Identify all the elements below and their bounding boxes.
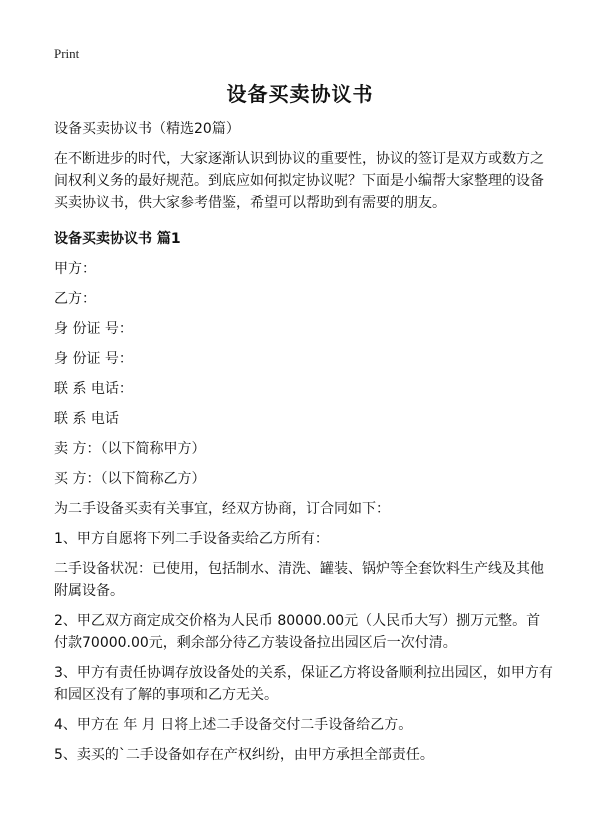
equipment-status: 二手设备状况：已使用，包括制水、清洗、罐装、锅炉等全套饮料生产线及其他附属设备。	[54, 561, 544, 599]
intro-paragraph: 在不断进步的时代，大家逐渐认识到协议的重要性，协议的签订是双方或数方之间权利义务的最好规范。到底应如何拟定协议呢？下面是小编帮大家整理的设备买卖协议书，供大家参考借鉴，希望可以帮助到有需要的朋友。	[54, 151, 544, 211]
party-a-line: 甲方：	[54, 261, 96, 277]
clause-2: 2、甲乙双方商定成交价格为人民币 80000.00元（人民币大写）捌万元整。首 付款70000.00元，剩余部分待乙方装设备拉出园区后一次付清。	[54, 613, 541, 651]
clause-4: 4、甲方在 年 月 日将上述二手设备交付二手设备给乙方。	[54, 717, 413, 733]
document-body	[54, 118, 554, 774]
phone-line: 联 系 电话	[54, 411, 119, 427]
phone-line: 联 系 电话：	[54, 381, 133, 397]
agreement-preamble: 为二手设备买卖有关事宜，经双方协商，订合同如下：	[54, 501, 390, 517]
document-title: 设备买卖协议书	[226, 82, 374, 106]
section-heading: 设备买卖协议书 篇1	[54, 231, 181, 247]
party-b-line: 乙方：	[54, 291, 96, 307]
id-number-line: 身 份证 号：	[54, 321, 133, 337]
clause-5: 5、卖买的`二手设备如存在产权纠纷，由甲方承担全部责任。	[54, 747, 434, 763]
buyer-line: 买 方：（以下简称乙方）	[54, 471, 206, 487]
document-subtitle: 设备买卖协议书（精选20篇）	[54, 121, 240, 137]
clause-1: 1、甲方自愿将下列二手设备卖给乙方所有：	[54, 531, 329, 547]
print-link[interactable]: Print	[54, 46, 80, 61]
clause-3: 3、甲方有责任协调存放设备处的关系，保证乙方将设备顺利拉出园区，如甲方有和园区没有了解的事项和乙方无关。	[54, 665, 553, 703]
seller-line: 卖 方：（以下简称甲方）	[54, 441, 206, 457]
id-number-line: 身 份证 号：	[54, 351, 133, 367]
